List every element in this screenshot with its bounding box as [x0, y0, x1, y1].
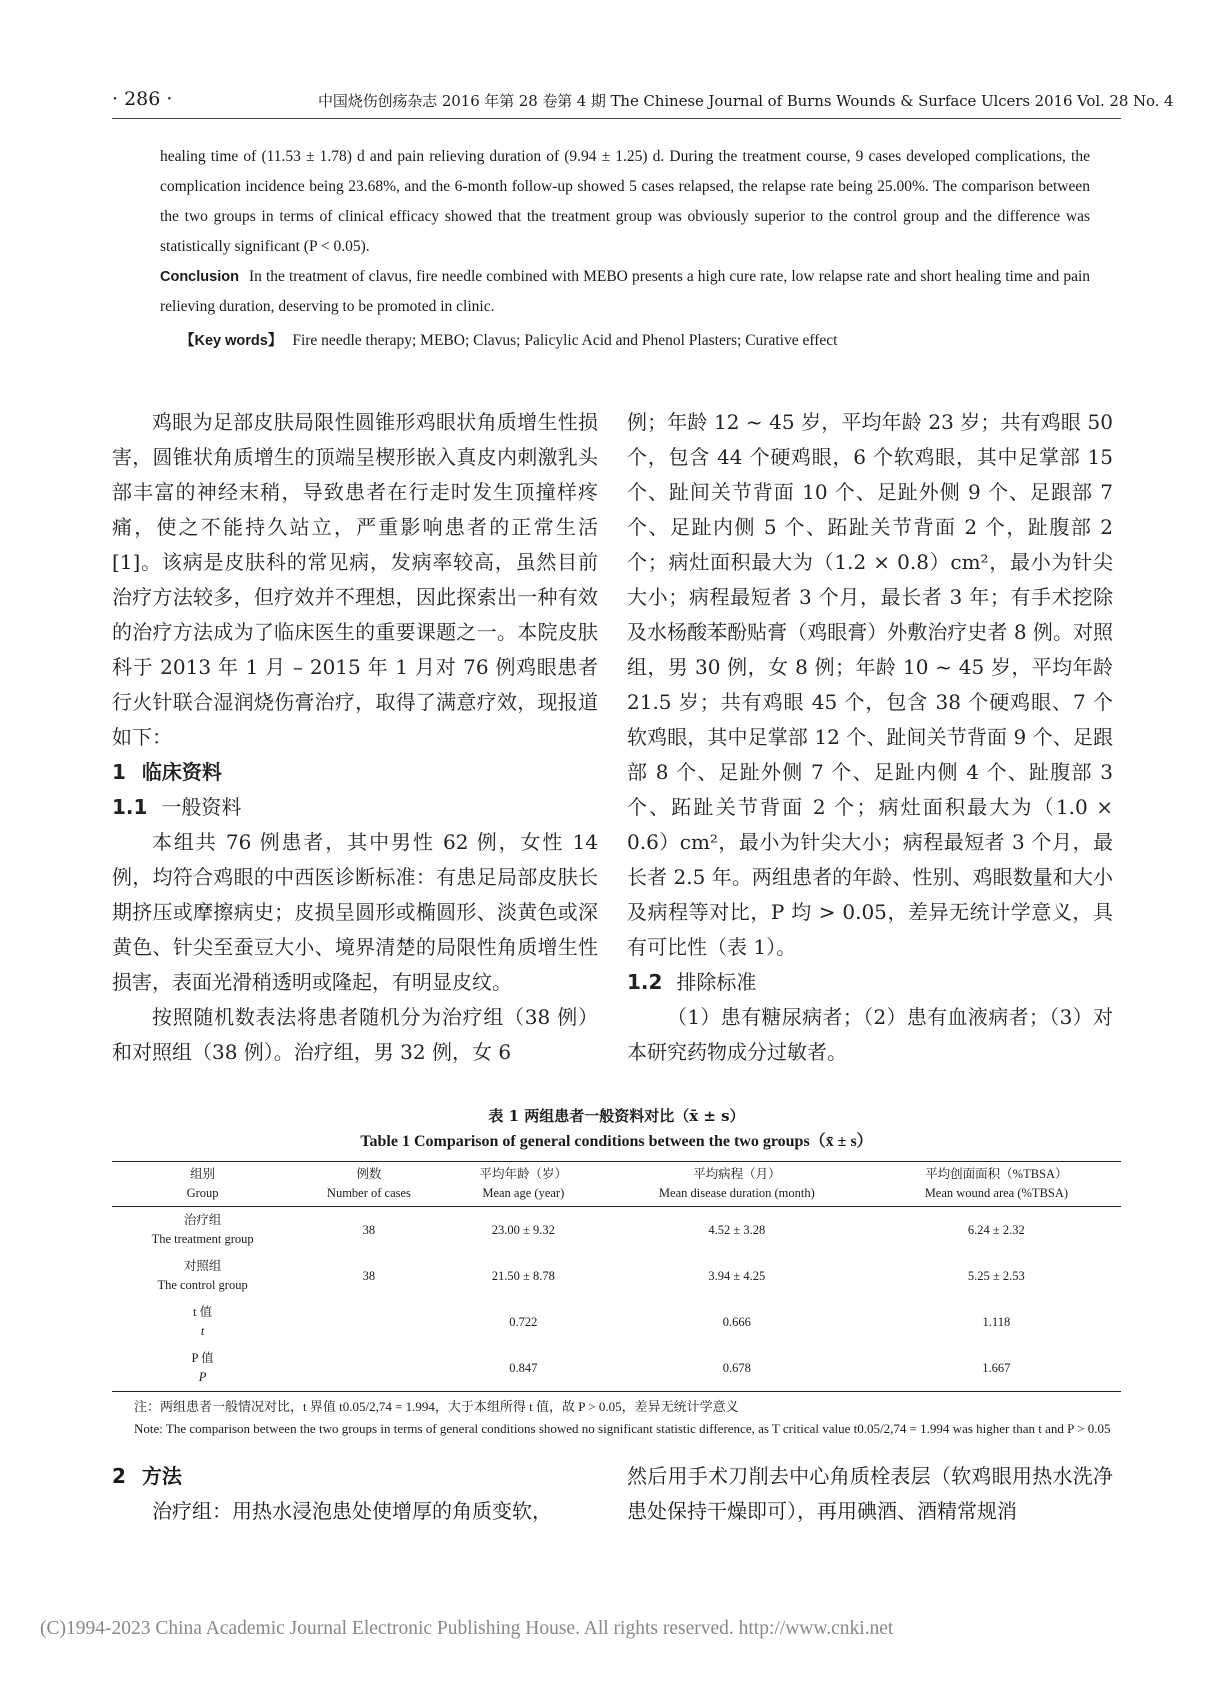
row-label: 对照组 The control group — [157, 1259, 248, 1292]
table-row — [112, 1345, 1121, 1392]
exclusion-paragraph: （1）患有糖尿病者；（2）患有血液病者；（3）对本研究药物成分过敏者。 — [627, 1005, 1113, 1064]
table-cell — [293, 1345, 444, 1392]
table-cell: 6.24 ± 2.32 — [967, 1222, 1025, 1237]
table-note-cn: 注：两组患者一般情况对比，t 界值 t0.05/2,74 = 1.994，大于本组所得 t 值，故 P > 0.05，差异无统计学意义 — [134, 1399, 739, 1414]
subsection-heading-1-2 — [627, 965, 1113, 1000]
subsection-title: 排除标准 — [676, 970, 757, 994]
table-cell: 1.667 — [982, 1360, 1011, 1375]
section-number: 1 — [112, 760, 126, 784]
english-abstract — [160, 142, 1090, 356]
table-cell: 1.118 — [982, 1314, 1011, 1329]
intro-paragraph: 鸡眼为足部皮肤局限性圆锥形鸡眼状角质增生性损害，圆锥状角质增生的顶端呈楔形嵌入真皮内刺激乳头部丰富的神经末稍，导致患者在行走时发生顶撞样疼痛，使之不能持久站立，严重影响患者的正常生活[1]。该病是皮肤科的常见病，发病率较高，虽然目前治疗方法较多，但疗效并不理想，因此探索出一种有效的治疗方法成为了临床医生的重要课题之一。本院皮肤科于 2013 年 1 月 – 2015 年 1 月对 76 例鸡眼患者行火针联合湿润烧伤膏治疗，取得了满意疗效，现报道如下： — [112, 410, 598, 749]
table-cell: 3.94 ± 4.25 — [708, 1268, 766, 1283]
abstract-conclusion — [160, 262, 1090, 322]
header-rule — [112, 118, 1121, 119]
abstract-keywords — [160, 326, 1090, 356]
col-header-group: 组别 Group — [186, 1167, 219, 1200]
table-row — [112, 1253, 1121, 1299]
table-cell: 23.00 ± 9.32 — [491, 1222, 555, 1237]
table-note-en: Note: The comparison between the two groups in terms of general conditions showed no significant statistic difference, as T critical value t0.05/2,74 = 1.994 was higher than t and P > 0.05 — [134, 1421, 1111, 1436]
table-cell: 38 — [362, 1222, 376, 1237]
row-label: P 值 P — [191, 1351, 214, 1384]
col-header-age: 平均年龄（岁） Mean age (year) — [479, 1167, 568, 1200]
conclusion-text: In the treatment of clavus, fire needle combined with MEBO presents a high cure rate, low relapse rate and short healing time and pain relieving duration, deserving to be promoted in clinic. — [160, 268, 1090, 315]
conclusion-label: Conclusion — [160, 269, 239, 285]
row-label: t 值 t — [193, 1305, 213, 1338]
row-label: 治疗组 The treatment group — [151, 1213, 254, 1246]
body-column-left — [112, 405, 598, 1070]
table-cell: 0.666 — [722, 1314, 751, 1329]
copyright-footer: (C)1994-2023 China Academic Journal Electronic Publishing House. All rights reserved. http://www.cnki.net — [40, 1618, 894, 1639]
table-cell: 0.722 — [509, 1314, 538, 1329]
general-info-paragraph: 本组共 76 例患者，其中男性 62 例，女性 14 例，均符合鸡眼的中西医诊断标准：有患足局部皮肤长期挤压或摩擦病史；皮损呈圆形或椭圆形、淡黄色或深黄色、针尖至蚕豆大小、境界清楚的局限性角质增生性损害，表面光滑稍透明或隆起，有明显皮纹。 — [112, 830, 598, 994]
col-header-wound-area: 平均创面面积（%TBSA） Mean wound area (%TBSA) — [924, 1167, 1069, 1200]
table-caption-cn: 表 1 两组患者一般资料对比（x̄ ± s） — [488, 1107, 745, 1125]
subsection-title: 一般资料 — [161, 795, 242, 819]
section-number: 2 — [112, 1464, 126, 1488]
method-paragraph-continued: 然后用手术刀削去中心角质栓表层（软鸡眼用热水洗净患处保持干燥即可），再用碘酒、酒精常规消 — [627, 1464, 1113, 1523]
section-title: 临床资料 — [141, 760, 222, 784]
section-2-right — [627, 1459, 1113, 1529]
section-2-left — [112, 1459, 598, 1529]
running-header — [0, 82, 1223, 116]
table-cell: 4.52 ± 3.28 — [708, 1222, 766, 1237]
table-cell: 21.50 ± 8.78 — [491, 1268, 555, 1283]
section-heading-2 — [112, 1459, 598, 1494]
table-caption-en: Table 1 Comparison of general conditions between the two groups（x̄ ± s） — [360, 1133, 873, 1150]
table-cell — [293, 1299, 444, 1345]
abstract-results: healing time of (11.53 ± 1.78) d and pain relieving duration of (9.94 ± 1.25) d. During the treatment course, 9 cases developed complications, the complication incidence being 23.68%, and the 6-month follow-up showed 5 cases relapsed, the relapse rate being 25.00%. The comparison between the two groups in terms of clinical efficacy showed that the treatment group was obviously superior to the control group and the difference was statistically significant (P < 0.05). — [160, 148, 1090, 255]
method-paragraph-start: 治疗组：用热水浸泡患处使增厚的角质变软， — [152, 1499, 552, 1523]
col-header-cases: 例数 Number of cases — [326, 1167, 411, 1200]
page-number: · 286 · — [112, 88, 173, 110]
section-heading-1 — [112, 755, 598, 790]
keywords-label: 【Key words】 — [180, 333, 283, 349]
table-cell: 5.25 ± 2.53 — [967, 1268, 1025, 1283]
table-cell: 38 — [362, 1268, 376, 1283]
data-table — [112, 1161, 1121, 1392]
subsection-number: 1.1 — [112, 795, 148, 819]
table-cell: 0.678 — [722, 1360, 751, 1375]
table-cell: 0.847 — [509, 1360, 538, 1375]
subsection-heading-1-1 — [112, 790, 598, 825]
grouping-paragraph: 按照随机数表法将患者随机分为治疗组（38 例）和对照组（38 例）。治疗组，男 32 例，女 6 — [112, 1005, 598, 1064]
subsection-number: 1.2 — [627, 970, 663, 994]
table-row — [112, 1299, 1121, 1345]
table-1 — [112, 1103, 1121, 1440]
col-header-duration: 平均病程（月） Mean disease duration (month) — [658, 1167, 815, 1200]
table-header-row — [112, 1162, 1121, 1207]
group-detail-paragraph: 例；年龄 12 ~ 45 岁，平均年龄 23 岁；共有鸡眼 50 个，包含 44 个硬鸡眼，6 个软鸡眼，其中足掌部 15 个、趾间关节背面 10 个、足趾外侧 9 个、足跟部 7 个、足趾内侧 5 个、跖趾关节背面 2 个，趾腹部 2 个；病灶面积最大为（1.2 × 0.8）cm²，最小为针尖大小；病程最短者 3 个月，最长者 3 年；有手术挖除及水杨酸苯酚贴膏（鸡眼膏）外敷治疗史者 8 例。对照组，男 30 例，女 8 例；年龄 10 ~ 45 岁，平均年龄 21.5 岁；共有鸡眼 45 个，包含 38 个硬鸡眼、7 个软鸡眼，其中足掌部 12 个、趾间关节背面 9 个、足跟部 8 个、足趾外侧 7 个、足趾内侧 4 个、趾腹部 3 个、跖趾关节背面 2 个；病灶面积最大为（1.0 × 0.6）cm²，最小为针尖大小；病程最短者 3 个月，最长者 2.5 年。两组患者的年龄、性别、鸡眼数量和大小及病程等对比，P 均 > 0.05，差异无统计学意义，具有可比性（表 1）。 — [627, 410, 1113, 959]
keywords-text: Fire needle therapy; MEBO; Clavus; Palicylic Acid and Phenol Plasters; Curative effect — [292, 332, 838, 349]
table-notes — [112, 1396, 1121, 1440]
body-column-right — [627, 405, 1113, 1070]
section-title: 方法 — [141, 1464, 182, 1488]
table-row — [112, 1207, 1121, 1254]
journal-running-head: 中国烧伤创疡杂志 2016 年第 28 卷第 4 期 The Chinese Journal of Burns Wounds & Surface Ulcers 2016 Vol. 28 No. 4 — [318, 92, 1174, 110]
